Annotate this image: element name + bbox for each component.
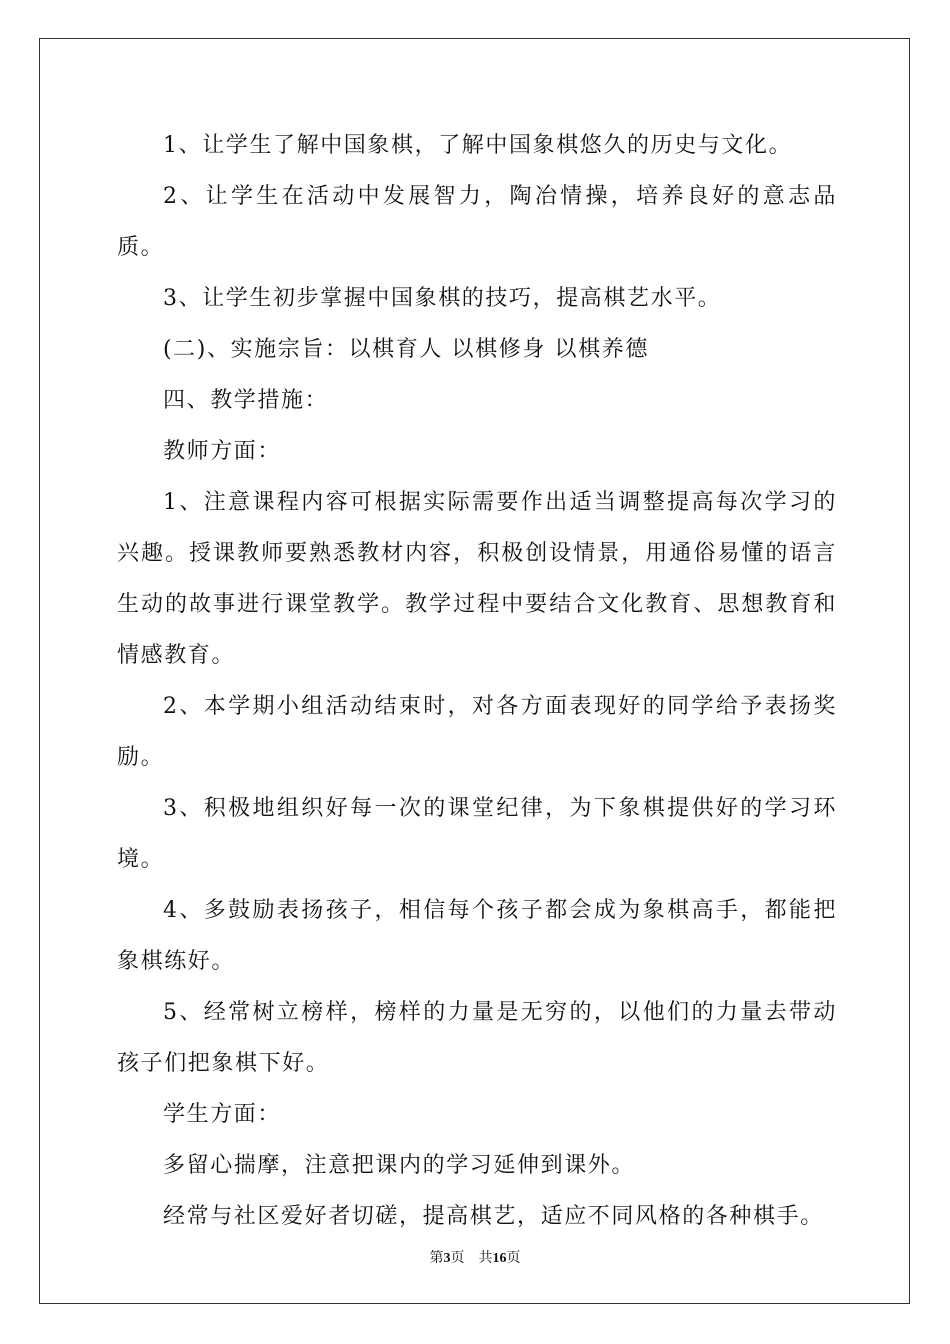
page-footer <box>0 1247 950 1267</box>
goal-item-3: 3、让学生初步掌握中国象棋的技巧，提高棋艺水平。 <box>163 286 722 311</box>
teacher-item-1: 1、注意课程内容可根据实际需要作出适当调整提高每次学习的兴趣。授课教师要熟悉教材内容，积极创设情景，用通俗易懂的语言生动的故事进行课堂教学。教学过程中要结合文化教育、思想教育和情感教育。 <box>117 490 837 668</box>
goal-item-2: 2、让学生在活动中发展智力，陶冶情操，培养良好的意志品质。 <box>117 184 837 260</box>
subheading-teacher: 教师方面： <box>163 439 282 464</box>
subheading-student: 学生方面： <box>163 1102 282 1127</box>
total-prefix: 共 <box>478 1251 493 1266</box>
teacher-item-5: 5、经常树立榜样，榜样的力量是无穷的，以他们的力量去带动孩子们把象棋下好。 <box>117 1000 837 1076</box>
goal-item-1: 1、让学生了解中国象棋，了解中国象棋悠久的历史与文化。 <box>163 133 793 158</box>
current-page-number: 3 <box>443 1251 451 1266</box>
total-suffix: 页 <box>506 1251 521 1266</box>
student-item-1: 多留心揣摩，注意把课内的学习延伸到课外。 <box>163 1153 636 1178</box>
section-heading-measures: 四、教学措施： <box>163 388 329 413</box>
page-suffix: 页 <box>450 1251 465 1266</box>
teacher-item-4: 4、多鼓励表扬孩子，相信每个孩子都会成为象棋高手，都能把象棋练好。 <box>117 898 837 974</box>
teacher-item-3: 3、积极地组织好每一次的课堂纪律，为下象棋提供好的学习环境。 <box>117 796 837 872</box>
total-page-number: 16 <box>492 1251 507 1266</box>
page-prefix: 第 <box>429 1251 444 1266</box>
student-item-2: 经常与社区爱好者切磋，提高棋艺，适应不同风格的各种棋手。 <box>163 1204 824 1229</box>
document-body <box>117 120 837 1242</box>
teacher-item-2: 2、本学期小组活动结束时，对各方面表现好的同学给予表扬奖励。 <box>117 694 837 770</box>
purpose-heading: (二)、实施宗旨：以棋育人 以棋修身 以棋养德 <box>163 337 649 362</box>
